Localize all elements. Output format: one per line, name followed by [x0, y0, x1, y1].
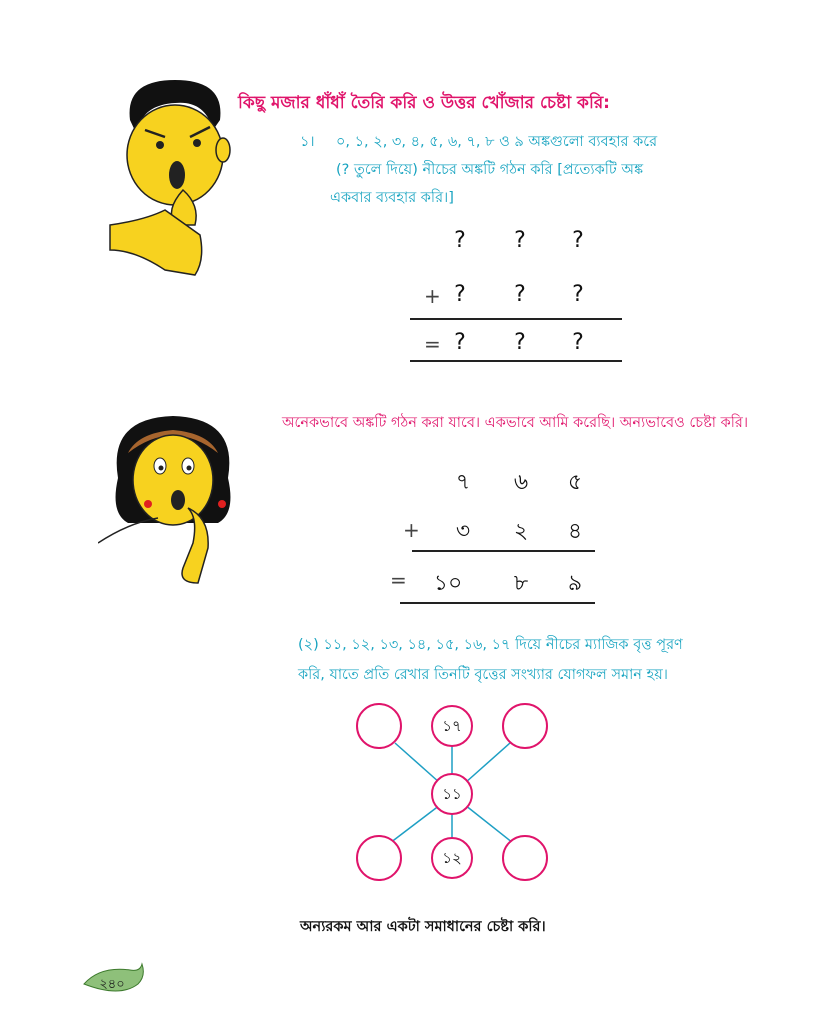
connector-line	[465, 805, 513, 843]
solution-cell: ৮	[513, 571, 529, 596]
connector-line	[390, 805, 440, 843]
circle-bottom-center-value: ১২	[442, 849, 462, 867]
sum-rule	[410, 318, 622, 320]
solution-cell: ৪	[567, 519, 583, 544]
result-rule	[410, 360, 622, 362]
page-heading: কিছু মজার ধাঁধাঁ তৈরি করি ও উত্তর খোঁজার চেষ্টা করি:	[238, 93, 610, 113]
page-number: ২৪০	[99, 977, 125, 992]
circle-top-center-value: ১৭	[442, 717, 462, 735]
equals-sign: =	[390, 568, 407, 592]
puzzle-cell: ?	[572, 282, 584, 307]
solution-cell: ৩	[455, 519, 471, 544]
puzzle-cell: ?	[514, 282, 526, 307]
solution-cell: ৬	[513, 470, 529, 495]
equals-sign: =	[424, 332, 441, 356]
answer-explanation: অনেকভাবে অঙ্কটি গঠন করা যাবে। একভাবে আমি করেছি। অন্যভাবেও চেষ্টা করি।	[282, 415, 749, 431]
sum-rule	[412, 550, 595, 552]
circle-bottom-right	[503, 836, 547, 880]
circle-top-left	[357, 704, 401, 748]
result-rule	[400, 602, 595, 604]
question-1-line-2: (? তুলে দিয়ে) নীচের অঙ্কটি গঠন করি [প্রত্যেকটি অঙ্ক	[336, 162, 644, 178]
connector-line	[395, 743, 440, 783]
puzzle-cell: ?	[454, 282, 466, 307]
solution-cell: ৯	[567, 571, 583, 596]
footer-instruction: অন্যরকম আর একটা সমাধানের চেষ্টা করি।	[300, 919, 546, 935]
question-2-line-2: করি, যাতে প্রতি রেখার তিনটি বৃত্তের সংখ্যার যোগফল সমান হয়।	[298, 667, 668, 683]
puzzle-cell: ?	[514, 228, 526, 253]
connector-line	[465, 743, 510, 783]
puzzle-cell: ?	[454, 228, 466, 253]
puzzle-cell: ?	[572, 228, 584, 253]
question-2	[298, 630, 778, 690]
solution-cell: ৭	[455, 470, 471, 495]
solution-cell: ৫	[567, 470, 583, 495]
solution-cell: ২	[513, 519, 529, 544]
plus-sign: +	[403, 518, 420, 542]
question-1-line-3: একবার ব্যবহার করি।]	[330, 190, 454, 206]
question-1-line-1: ০, ১, ২, ৩, ৪, ৫, ৬, ৭, ৮ ও ৯ অঙ্কগুলো ব্যবহার করে	[336, 134, 658, 150]
question-1	[300, 128, 760, 212]
question-2-line-1: (২) ১১, ১২, ১৩, ১৪, ১৫, ১৬, ১৭ দিয়ে নীচের ম্যাজিক বৃত্ত পূরণ	[298, 637, 683, 653]
puzzle-cell: ?	[514, 330, 526, 355]
puzzle-cell: ?	[572, 330, 584, 355]
boy-illustration	[105, 75, 255, 280]
question-1-number: ১।	[300, 134, 315, 150]
circle-top-right	[503, 704, 547, 748]
solution-cell: ১০	[433, 571, 463, 596]
magic-circle-diagram	[345, 698, 560, 888]
circle-center-value: ১১	[442, 785, 462, 803]
leaf-icon	[80, 962, 150, 1002]
girl-illustration	[98, 408, 248, 593]
puzzle-cell: ?	[454, 330, 466, 355]
circle-bottom-left	[357, 836, 401, 880]
plus-sign: +	[424, 284, 441, 308]
